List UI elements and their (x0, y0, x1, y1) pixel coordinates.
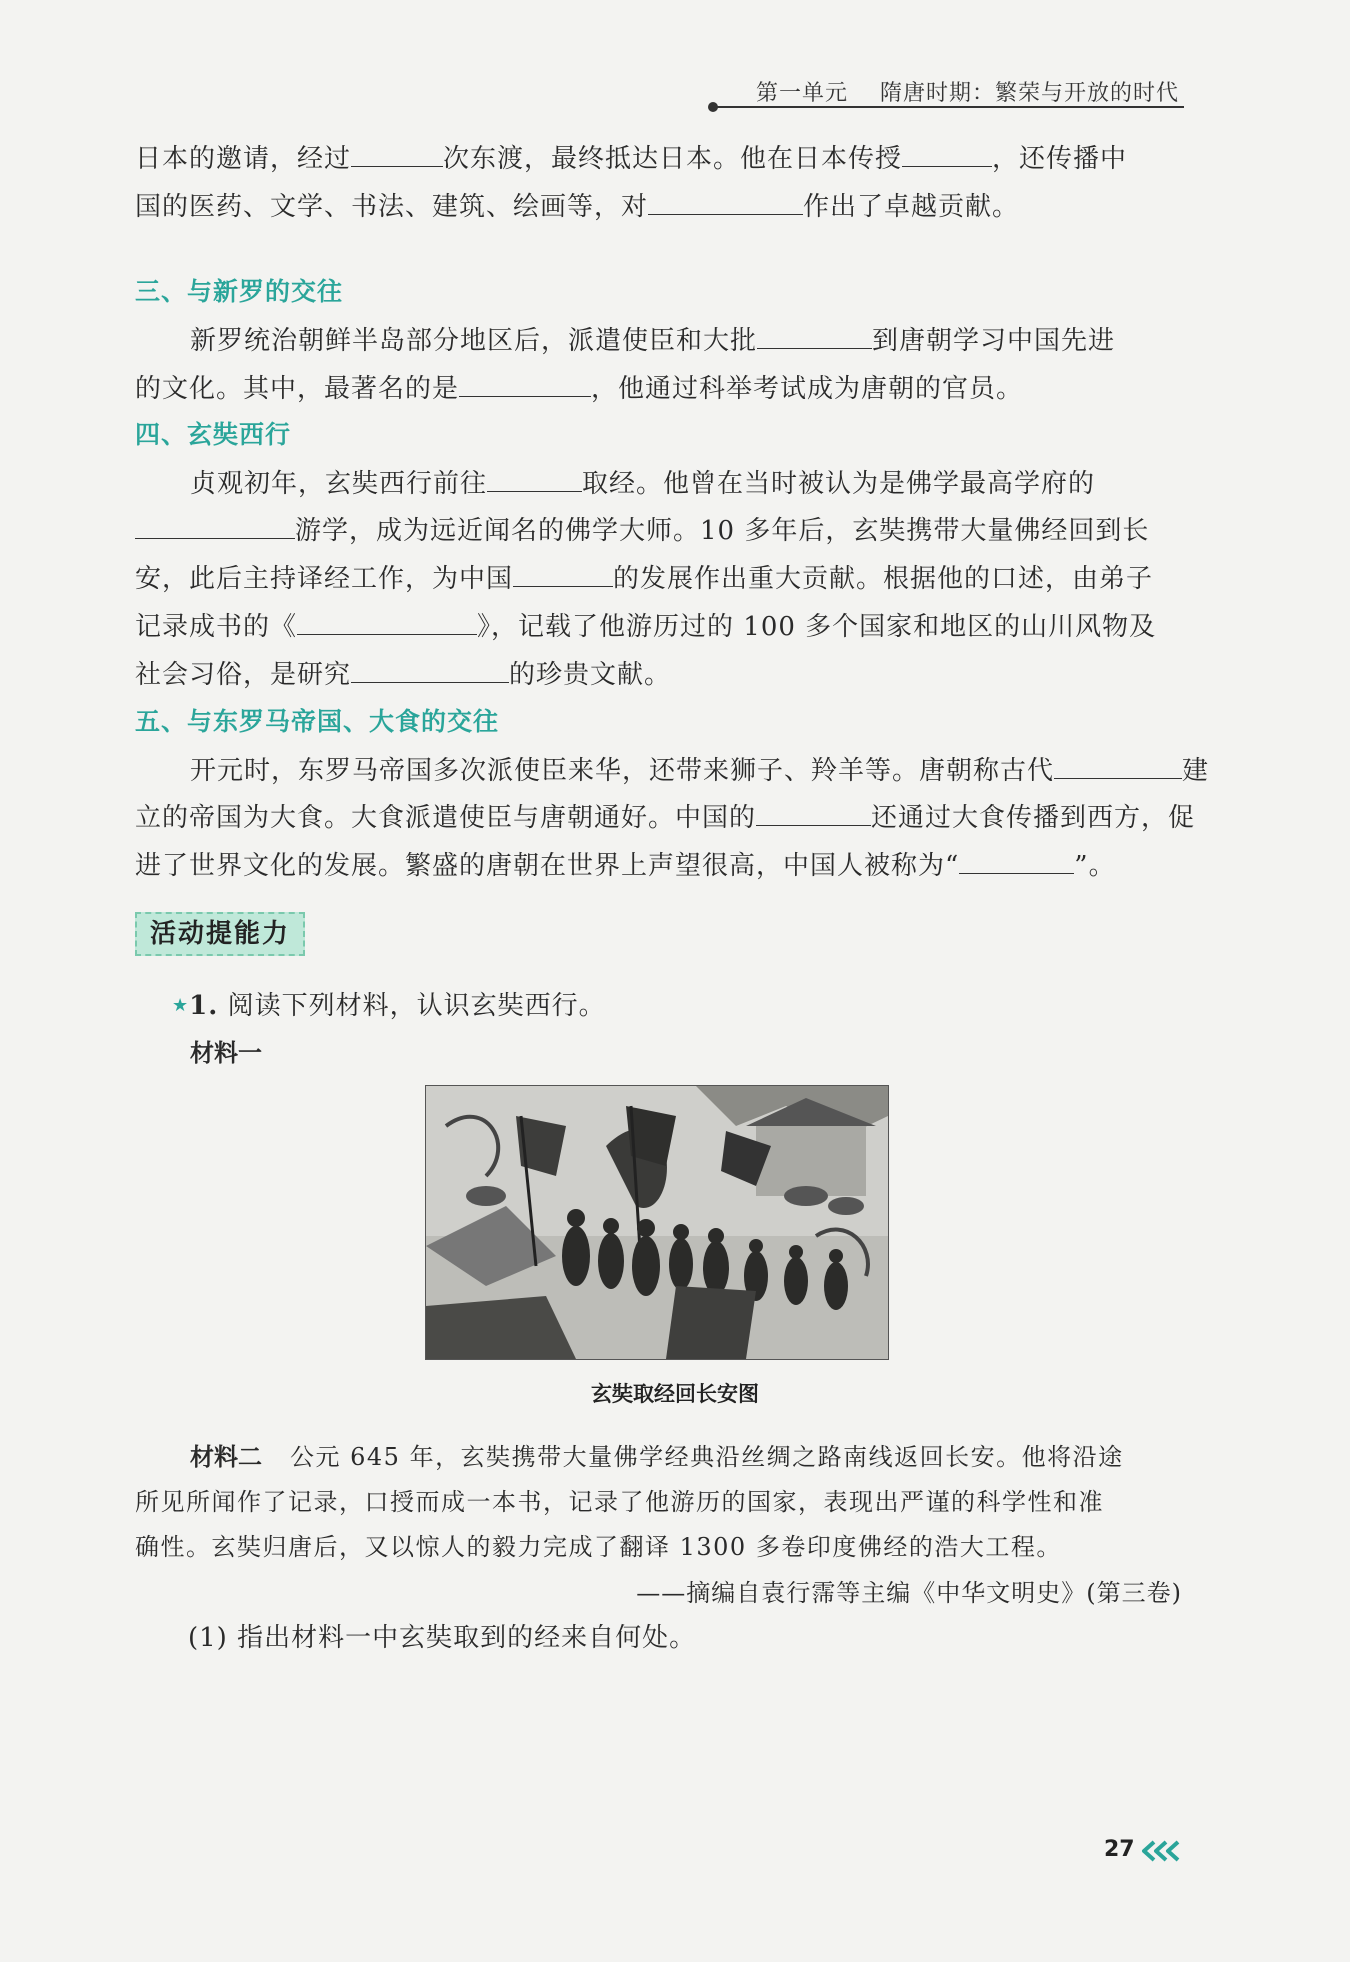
fill-blank[interactable] (351, 138, 443, 167)
chevrons-left-icon (1140, 1840, 1184, 1862)
text-line: 社会习俗，是研究 的珍贵文献。 (135, 654, 1187, 695)
text-line: 国的医药、文学、书法、建筑、绘画等，对 作出了卓越贡献。 (135, 186, 1187, 227)
fill-blank[interactable] (757, 320, 872, 349)
fill-blank[interactable] (648, 186, 803, 215)
activity-heading: 活动提能力 (135, 912, 305, 956)
fill-blank[interactable] (459, 368, 591, 397)
section-heading: 四、玄奘西行 (135, 420, 292, 449)
section-heading: 三、与新罗的交往 (135, 277, 344, 306)
question-text: 阅读下列材料，认识玄奘西行。 (227, 991, 606, 1021)
question-1 (172, 986, 606, 1026)
text-line: 安，此后主持译经工作，为中国 的发展作出重大贡献。根据他的口述，由弟子 (135, 558, 1187, 599)
fill-blank[interactable] (756, 797, 871, 826)
text-line: 的文化。其中，最著名的是 ，他通过科举考试成为唐朝的官员。 (135, 368, 1187, 409)
fill-blank[interactable] (297, 606, 477, 635)
material-2-line: 确性。玄奘归唐后，又以惊人的毅力完成了翻译 1300 多卷印度佛经的浩大工程。 (135, 1533, 1062, 1561)
text-line: 开元时，东罗马帝国多次派使臣来华，还带来狮子、羚羊等。唐朝称古代 建 (190, 750, 1187, 791)
material-2-label: 材料二 (190, 1443, 262, 1471)
text-line: 记录成书的《 》，记载了他游历过的 100 多个国家和地区的山川风物及 (135, 606, 1187, 647)
fill-blank[interactable] (902, 138, 992, 167)
question-number: 1. (189, 991, 219, 1021)
illustration-art (426, 1086, 888, 1359)
running-header (708, 76, 1184, 110)
header-unit: 第一单元 (756, 81, 849, 106)
source-citation: ——摘编自袁行霈等主编《中华文明史》(第三卷) (636, 1579, 1182, 1607)
text-line: 贞观初年，玄奘西行前往 取经。他曾在当时被认为是佛学最高学府的 (190, 463, 1187, 504)
fill-blank[interactable] (959, 845, 1074, 874)
fill-blank[interactable] (135, 510, 295, 539)
material-2-line: 所见所闻作了记录，口授而成一本书，记录了他游历的国家，表现出严谨的科学性和准 (135, 1488, 1104, 1516)
text-line: 游学，成为远近闻名的佛学大师。10 多年后，玄奘携带大量佛经回到长 (135, 510, 1187, 551)
text-line: 新罗统治朝鲜半岛部分地区后，派遣使臣和大批 到唐朝学习中国先进 (190, 320, 1187, 361)
star-icon: ★ (172, 995, 190, 1016)
header-title: 隋唐时期：繁荣与开放的时代 (880, 81, 1180, 106)
fill-blank[interactable] (513, 558, 613, 587)
material-1-label: 材料一 (190, 1039, 262, 1067)
historical-illustration (425, 1085, 889, 1360)
fill-blank[interactable] (351, 654, 509, 683)
figure-caption: 玄奘取经回长安图 (591, 1382, 759, 1406)
sub-question-1: (1) 指出材料一中玄奘取到的经来自何处。 (188, 1623, 697, 1653)
text-line: 立的帝国为大食。大食派遣使臣与唐朝通好。中国的 还通过大食传播到西方，促 (135, 797, 1187, 838)
fill-blank[interactable] (487, 463, 582, 492)
text-line: 日本的邀请，经过 次东渡，最终抵达日本。他在日本传授 ，还传播中 (135, 138, 1187, 179)
text-line: 进了世界文化的发展。繁盛的唐朝在世界上声望很高，中国人被称为“ ”。 (135, 845, 1187, 886)
material-2-line: 材料二 公元 645 年，玄奘携带大量佛学经典沿丝绸之路南线返回长安。他将沿途 (190, 1443, 1124, 1471)
fill-blank[interactable] (1054, 750, 1182, 779)
page-number: 27 (1104, 1837, 1135, 1862)
section-heading: 五、与东罗马帝国、大食的交往 (135, 707, 500, 736)
